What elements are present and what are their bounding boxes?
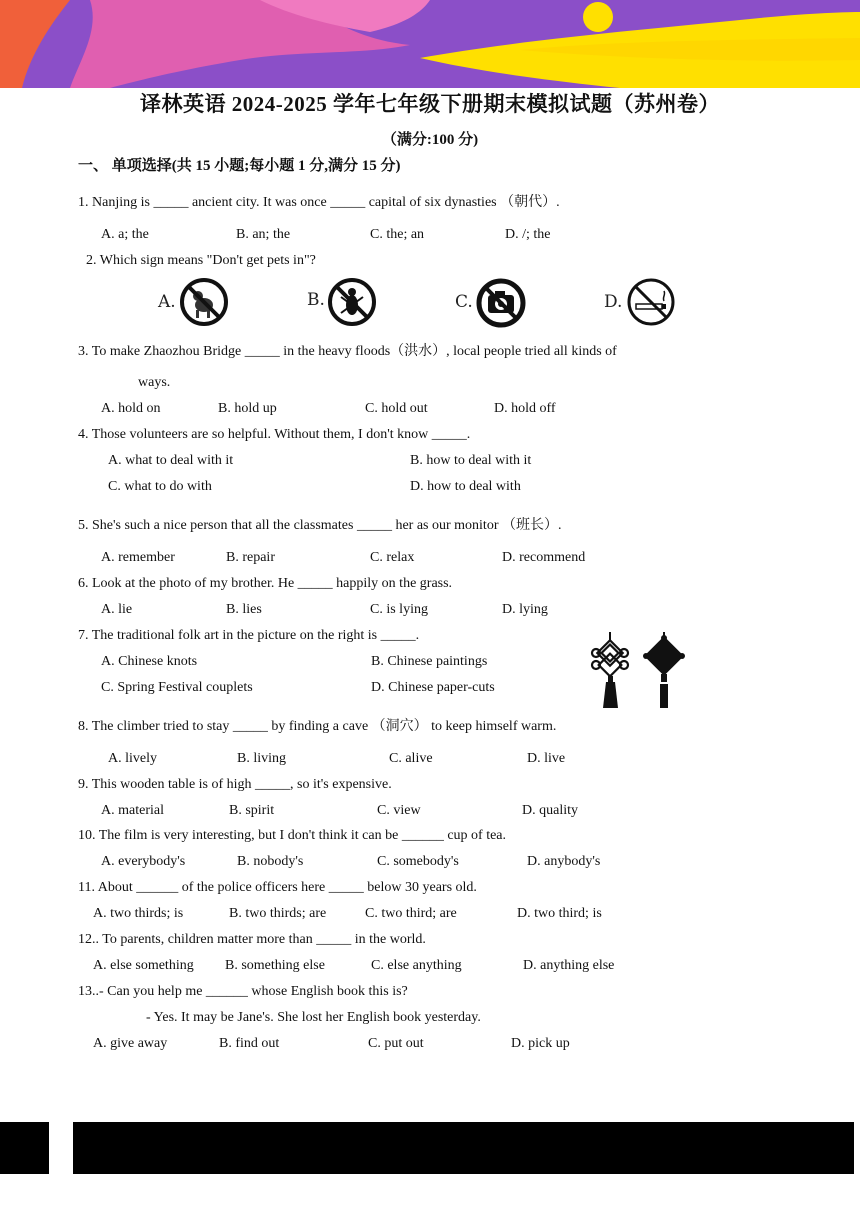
chinese-knot-image	[588, 632, 688, 712]
option-c[interactable]: C.	[455, 292, 473, 312]
option-a[interactable]: A. hold on	[101, 401, 161, 416]
option-a[interactable]: A. everybody's	[101, 854, 186, 869]
section-heading: 一、 单项选择(共 15 小题;每小题 1 分,满分 15 分)	[78, 158, 401, 174]
option-b[interactable]: B. find out	[219, 1036, 280, 1051]
option-a[interactable]: A. give away	[93, 1036, 168, 1051]
question-stem: 4. Those volunteers are so helpful. Without them, I don't know _____.	[78, 427, 471, 442]
option-a[interactable]: A. else something	[93, 958, 194, 973]
page-title: 译林英语 2024-2025 学年七年级下册期末模拟试题（苏州卷）	[140, 92, 720, 116]
no-camera-sign-icon[interactable]	[476, 278, 526, 328]
question-stem: 5. She's such a nice person that all the classmates _____ her as our monitor （班长）.	[78, 518, 562, 533]
question-stem: 11. About ______ of the police officers here _____ below 30 years old.	[78, 880, 477, 895]
option-b[interactable]: B. lies	[226, 602, 262, 617]
option-c[interactable]: C. view	[377, 803, 421, 818]
option-c[interactable]: C. Spring Festival couplets	[101, 680, 253, 695]
option-c[interactable]: C. else anything	[371, 958, 462, 973]
no-insect-sign-icon[interactable]	[327, 277, 377, 327]
option-b[interactable]: B. spirit	[229, 803, 275, 818]
option-b[interactable]: B. something else	[225, 958, 325, 973]
question-stem: 8. The climber tried to stay _____ by finding a cave （洞穴） to keep himself warm.	[78, 719, 557, 734]
page-subtitle: （满分:100 分)	[381, 132, 479, 148]
option-d[interactable]: D. Chinese paper-cuts	[371, 680, 495, 695]
option-d[interactable]: D. quality	[522, 803, 578, 818]
option-b[interactable]: B. how to deal with it	[410, 453, 532, 468]
option-b[interactable]: B.	[307, 290, 325, 310]
footer-bar-left	[0, 1122, 49, 1174]
option-d[interactable]: D. live	[527, 751, 566, 766]
question-stem-continued: ways.	[138, 375, 171, 390]
option-c[interactable]: C. somebody's	[377, 854, 459, 869]
option-c[interactable]: C. put out	[368, 1036, 424, 1051]
question-stem: 13..- Can you help me ______ whose English book this is?	[78, 984, 408, 999]
option-d[interactable]: D. two third; is	[517, 906, 602, 921]
option-b[interactable]: B. hold up	[218, 401, 277, 416]
option-c[interactable]: C. is lying	[370, 602, 428, 617]
footer-bar-right	[73, 1122, 854, 1174]
option-a[interactable]: A. lie	[101, 602, 133, 617]
option-d[interactable]: D.	[604, 292, 623, 312]
question-stem: 3. To make Zhaozhou Bridge _____ in the heavy floods（洪水）, local people tried all kinds of	[78, 344, 617, 359]
question-stem: 2. Which sign means "Don't get pets in"?	[86, 253, 316, 268]
option-a[interactable]: A. what to deal with it	[108, 453, 234, 468]
option-c[interactable]: C. relax	[370, 550, 415, 565]
question-stem: 7. The traditional folk art in the picture on the right is _____.	[78, 628, 420, 643]
option-c[interactable]: C. hold out	[365, 401, 428, 416]
option-b[interactable]: B. living	[237, 751, 287, 766]
option-c[interactable]: C. alive	[389, 751, 433, 766]
option-d[interactable]: D. anything else	[523, 958, 615, 973]
option-b[interactable]: B. Chinese paintings	[371, 654, 488, 669]
option-a[interactable]: A. lively	[108, 751, 157, 766]
option-c[interactable]: C. what to do with	[108, 479, 212, 494]
option-c[interactable]: C. two third; are	[365, 906, 457, 921]
option-d[interactable]: D. lying	[502, 602, 548, 617]
option-d[interactable]: D. pick up	[511, 1036, 570, 1051]
option-b[interactable]: B. an; the	[236, 227, 291, 242]
question-stem: 6. Look at the photo of my brother. He _____ happily on the grass.	[78, 576, 453, 591]
option-d[interactable]: D. how to deal with	[410, 479, 521, 494]
option-a[interactable]: A. a; the	[101, 227, 149, 242]
question-stem: 10. The film is very interesting, but I don't think it can be ______ cup of tea.	[78, 828, 507, 843]
option-c[interactable]: C. the; an	[370, 227, 425, 242]
question-stem: 9. This wooden table is of high _____, so it's expensive.	[78, 777, 392, 792]
option-a[interactable]: A.	[158, 292, 176, 312]
option-b[interactable]: B. repair	[226, 550, 275, 565]
question-stem: 12.. To parents, children matter more than _____ in the world.	[78, 932, 426, 947]
no-dog-sign-icon[interactable]	[179, 277, 229, 327]
option-b[interactable]: B. nobody's	[237, 854, 304, 869]
option-a[interactable]: A. remember	[101, 550, 175, 565]
option-d[interactable]: D. hold off	[494, 401, 556, 416]
question-stem: 1. Nanjing is _____ ancient city. It was once _____ capital of six dynasties （朝代）.	[78, 195, 560, 210]
question-stem-continued: - Yes. It may be Jane's. She lost her English book yesterday.	[146, 1010, 481, 1025]
no-smoking-sign-icon[interactable]	[626, 277, 676, 327]
option-a[interactable]: A. two thirds; is	[93, 906, 184, 921]
option-a[interactable]: A. Chinese knots	[101, 654, 198, 669]
option-d[interactable]: D. anybody's	[527, 854, 601, 869]
header-banner	[0, 0, 860, 88]
option-d[interactable]: D. recommend	[502, 550, 586, 565]
option-b[interactable]: B. two thirds; are	[229, 906, 327, 921]
option-a[interactable]: A. material	[101, 803, 164, 818]
option-d[interactable]: D. /; the	[505, 227, 551, 242]
